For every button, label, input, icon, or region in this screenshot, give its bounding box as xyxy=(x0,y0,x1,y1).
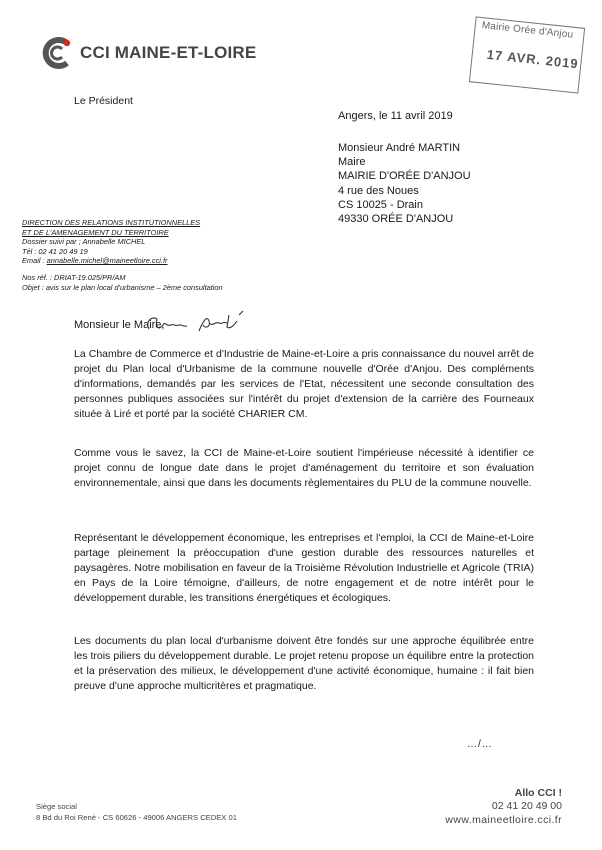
recipient-address xyxy=(338,141,471,226)
cci-logo-icon xyxy=(40,36,74,70)
allo-cci: Allo CCI ! xyxy=(514,787,562,799)
paragraph-1: La Chambre de Commerce et d'Industrie de Maine-et-Loire a pris connaissance du nouvel arrêt de projet du Plan local d'Urbanisme de la commune nouvelle d'Orée d'Anjou. Des compléments d'informations, demandés par les services de l'Etat, nécessitent une seconde consultation des personnes publiques associées sur l'intérêt du projet d'extension de la carrière des Fourneaux située à Liré et porté par la société CHARIER CM. xyxy=(74,348,534,420)
paragraph-2: Comme vous le savez, la CCI de Maine-et-Loire soutient l'impérieuse nécessité à identifier ce projet connu de longue date dans le projet d'aménagement du territoire et son évaluation environnementale, ainsi que dans les documents règlementaires du PLU de la commune nouvelle. xyxy=(74,447,534,489)
nos-ref: Nos réf. : DRIAT-19.025/PR/AM xyxy=(22,273,126,282)
siege-address: 8 Bd du Roi René - CS 60626 - 49006 ANGERS CEDEX 01 xyxy=(36,812,237,822)
logo-text: CCI MAINE-ET-LOIRE xyxy=(80,43,257,62)
cci-logo xyxy=(40,36,256,70)
recipient-line: Maire xyxy=(338,156,366,169)
footer-address xyxy=(36,802,237,823)
reference-block xyxy=(22,218,200,266)
paragraph-4: Les documents du plan local d'urbanisme doivent être fondés sur une approche équilibrée entre les trois piliers du développement durable. Le projet retenu propose un équilibre entre la protection et la préservation des milieux, le développement d'une activité économique, humaine : il fait bien preuve d'une approche multicritères et pragmatique. xyxy=(74,635,534,692)
footer-contact xyxy=(445,787,562,827)
salutation: Monsieur le Maire, xyxy=(74,319,165,331)
recipient-line: Monsieur André MARTIN xyxy=(338,142,461,154)
continuation-mark: …/… xyxy=(467,739,493,750)
place-date: Angers, le 11 avril 2019 xyxy=(338,110,453,122)
recipient-line: 4 rue des Noues xyxy=(338,184,419,197)
stamp-date: 17 AVR. 2019 xyxy=(486,46,580,72)
recipient-line: 49330 ORÉE D'ANJOU xyxy=(338,213,454,226)
reference-numbers xyxy=(22,273,223,292)
paragraph-3: Représentant le développement économique, les entreprises et l'emploi, la CCI de Maine-et-Loire partage pleinement la préoccupation d'une gestion durable des ressources naturelles et paysagères. Notre mobilisation en faveur de la Troisième Révolution Industrielle et Agricole (TRIA) en Pays de la Loire témoigne, d'ailleurs, de notre engagement et de notre intérêt pour le développement durable, les transitions énergétiques et écologiques. xyxy=(74,532,534,604)
recipient-line: CS 10025 - Drain xyxy=(338,198,423,211)
siege-label: Siège social xyxy=(36,802,77,811)
direction-line: DIRECTION DES RELATIONS INSTITUTIONNELLES xyxy=(22,218,201,227)
footer-website-link[interactable]: www.maineetloire.cci.fr xyxy=(445,814,562,826)
contact-email-row xyxy=(22,256,200,266)
email-label: Email : xyxy=(22,256,47,266)
followed-by: Dossier suivi par ; Annabelle MICHEL xyxy=(22,237,146,247)
objet: Objet : avis sur le plan local d'urbanisme – 2ème consultation xyxy=(22,282,223,292)
contact-tel: Tél : 02 41 20 49 19 xyxy=(22,246,88,256)
stamp-title: Mairie Orée d'Anjou xyxy=(481,20,574,41)
footer-phone: 02 41 20 49 00 xyxy=(491,800,562,812)
email-link[interactable]: annabelle.michel@maineetloire.cci.fr xyxy=(46,256,168,266)
recipient-line: MAIRIE D'ORÉE D'ANJOU xyxy=(338,170,471,183)
handwritten-addition xyxy=(143,309,253,337)
president-title: Le Président xyxy=(74,95,133,107)
received-stamp xyxy=(469,16,585,93)
direction-line: ET DE L'AMENAGEMENT DU TERRITOIRE xyxy=(22,227,169,237)
